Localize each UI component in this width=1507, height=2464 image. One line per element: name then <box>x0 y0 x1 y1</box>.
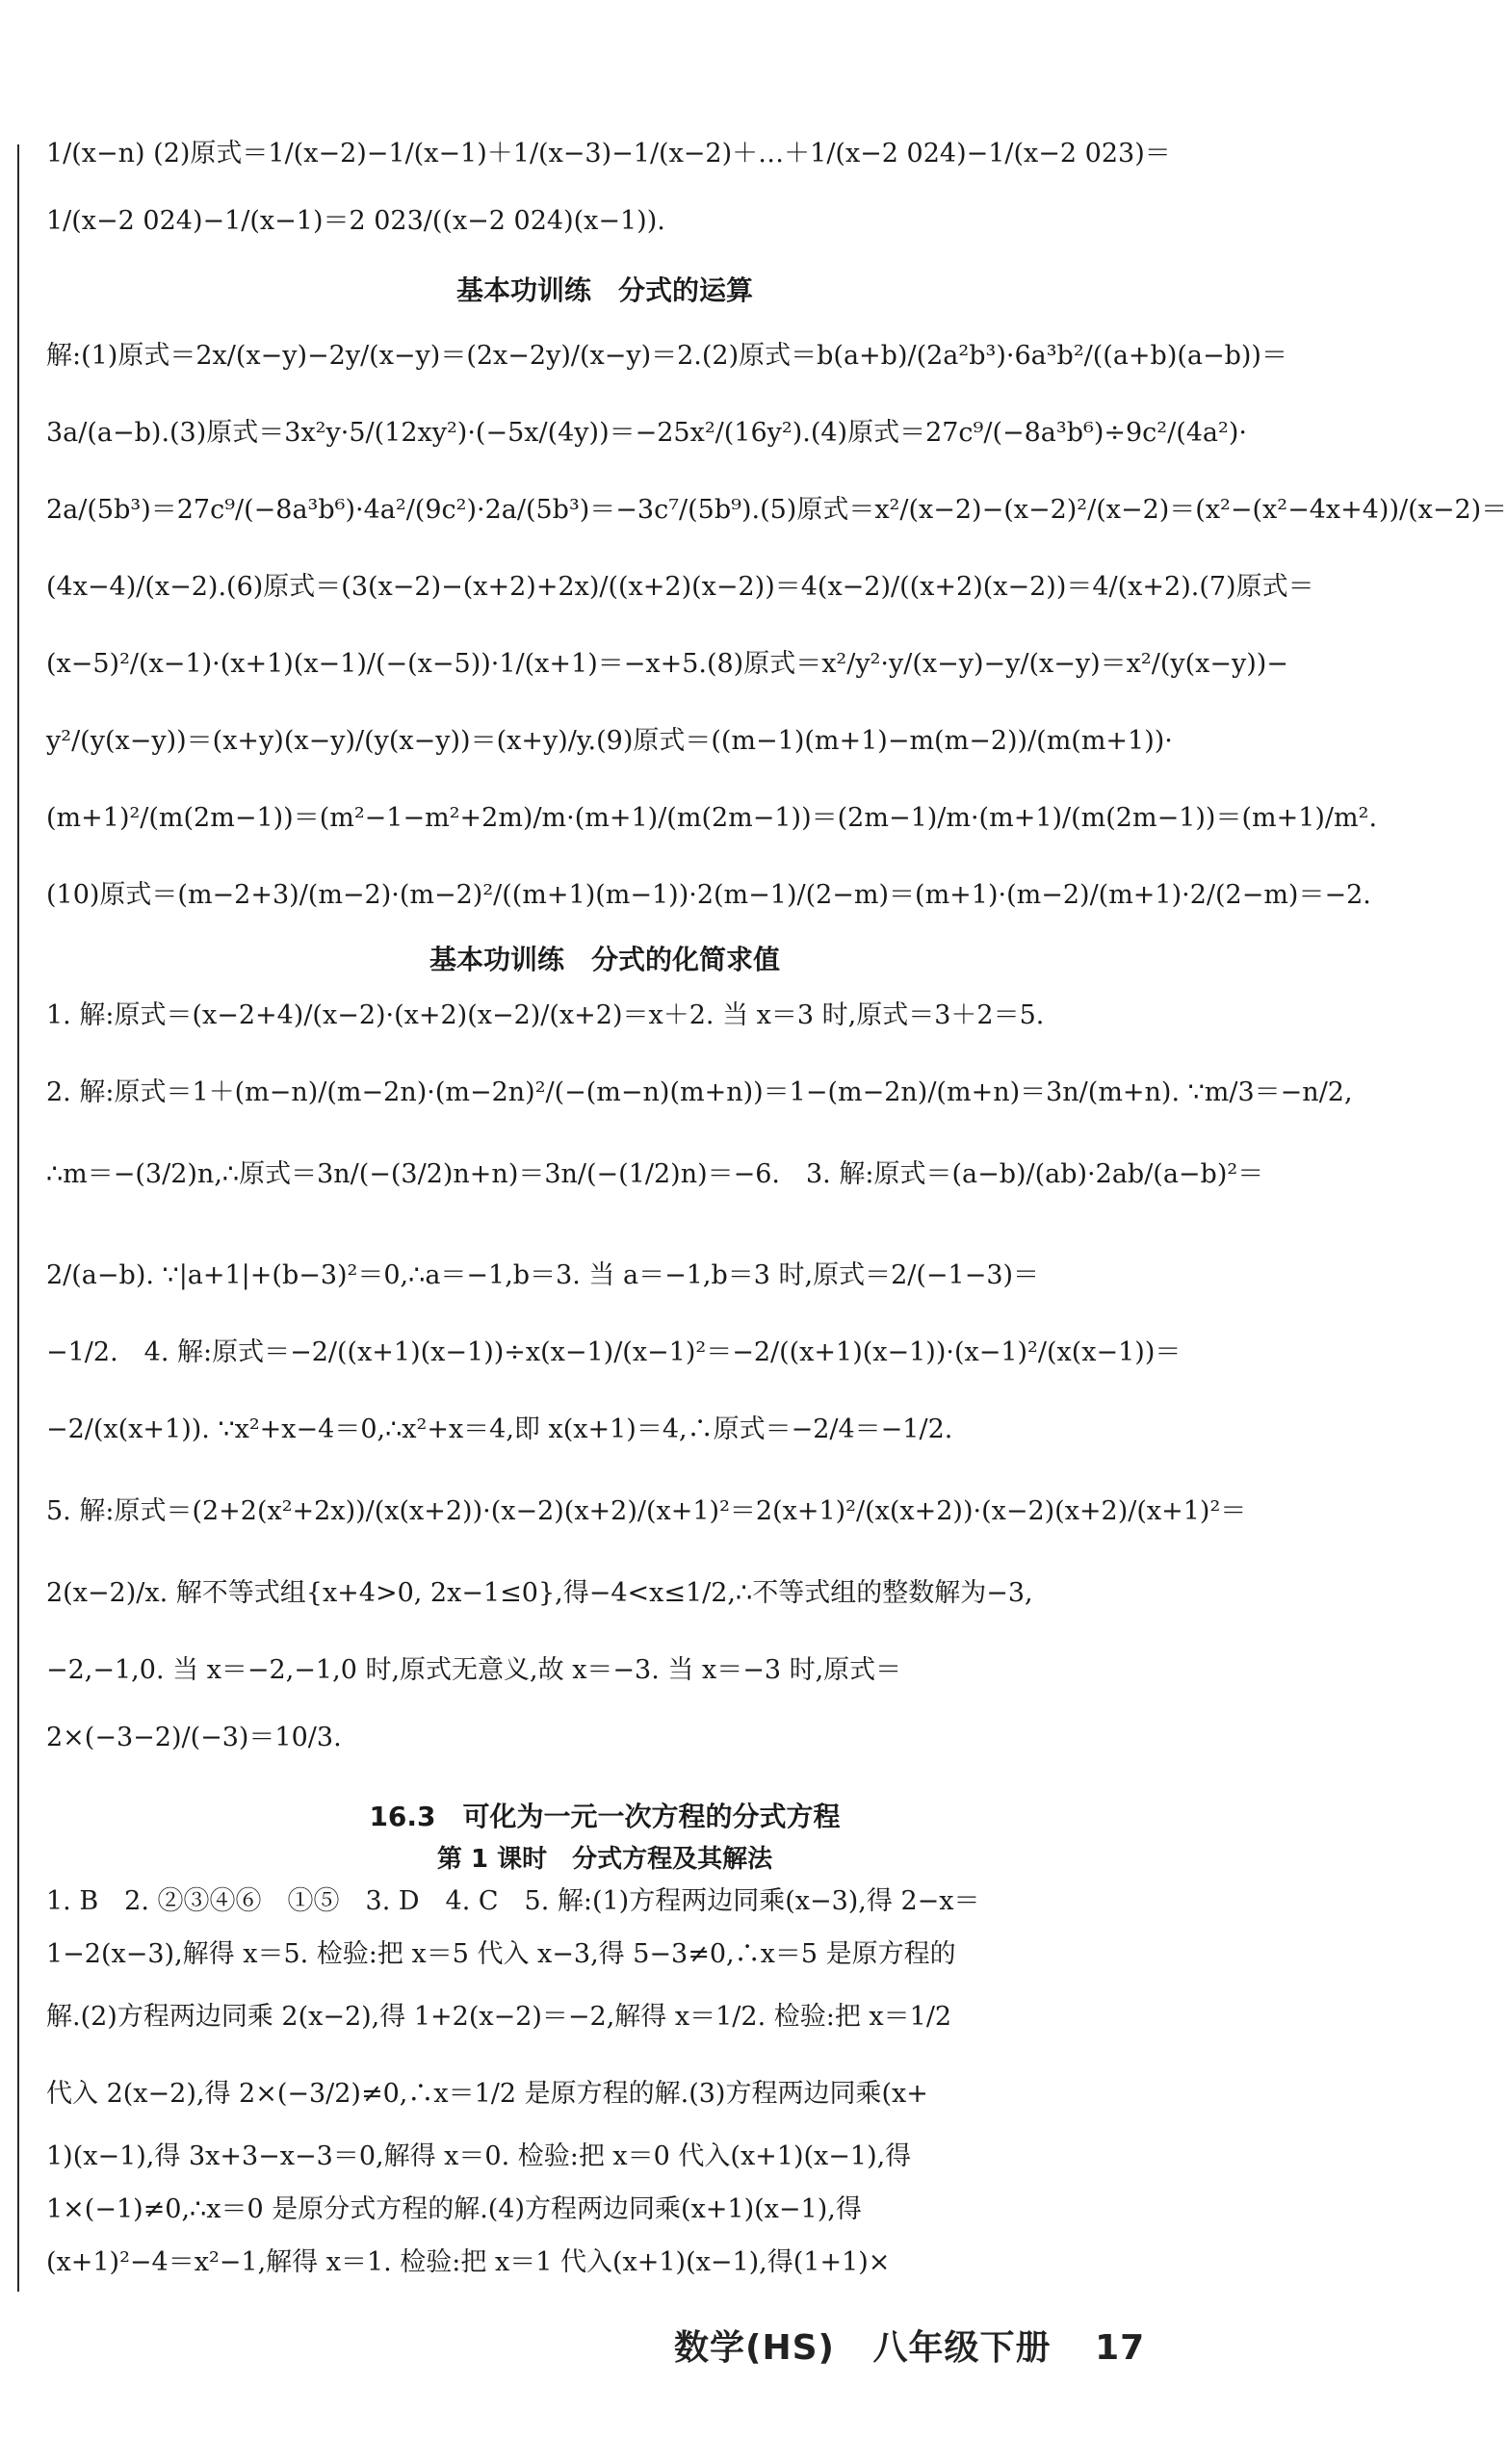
text-line: −1/2. 4. 解:原式＝−2/((x+1)(x−1))÷x(x−1)/(x−1)²＝−2/((x+1)(x−1))·(x−1)²/(x(x−1))＝ <box>46 1337 1182 1367</box>
footer-grade: 八年级下册 <box>872 2328 1052 2368</box>
section-heading: 16.3 可化为一元一次方程的分式方程 <box>369 1801 841 1832</box>
text-line: (x+1)²−4＝x²−1,解得 x＝1. 检验:把 x＝1 代入(x+1)(x−1),得(1+1)× <box>46 2247 891 2277</box>
section-heading: 基本功训练 分式的化简求值 <box>429 944 780 975</box>
text-line: −2/(x(x+1)). ∵x²+x−4＝0,∴x²+x＝4,即 x(x+1)＝4,∴原式＝−2/4＝−1/2. <box>46 1414 953 1444</box>
text-line: 解:(1)原式＝2x/(x−y)−2y/(x−y)＝(2x−2y)/(x−y)＝2.(2)原式＝b(a+b)/(2a²b³)·6a³b²/((a+b)(a−b))＝ <box>46 341 1287 371</box>
text-line: (10)原式＝(m−2+3)/(m−2)·(m−2)²/((m+1)(m−1))·2(m−1)/(2−m)＝(m+1)·(m−2)/(m+1)·2/(2−m)＝−2. <box>46 880 1371 910</box>
text-line: (x−5)²/(x−1)·(x+1)(x−1)/(−(x−5))·1/(x+1)＝−x+5.(8)原式＝x²/y²·y/(x−y)−y/(x−y)＝x²/(y(x−y))− <box>46 649 1288 679</box>
text-line: 1)(x−1),得 3x+3−x−3＝0,解得 x＝0. 检验:把 x＝0 代入(x+1)(x−1),得 <box>46 2141 912 2171</box>
lesson-heading: 第 1 课时 分式方程及其解法 <box>436 1845 773 1874</box>
text-line: 2(x−2)/x. 解不等式组{x+4>0, 2x−1≤0},得−4<x≤1/2,∴不等式组的整数解为−3, <box>46 1578 1033 1608</box>
text-line: 1−2(x−3),解得 x＝5. 检验:把 x＝5 代入 x−3,得 5−3≠0,∴x＝5 是原方程的 <box>46 1939 956 1969</box>
text-line: 代入 2(x−2),得 2×(−3/2)≠0,∴x＝1/2 是原方程的解.(3)方程两边同乘(x+ <box>46 2079 928 2109</box>
text-line: y²/(y(x−y))＝(x+y)(x−y)/(y(x−y))＝(x+y)/y.(9)原式＝((m−1)(m+1)−m(m−2))/(m(m+1))· <box>46 726 1173 756</box>
text-line: ∴m＝−(3/2)n,∴原式＝3n/(−(3/2)n+n)＝3n/(−(1/2)n)＝−6. 3. 解:原式＝(a−b)/(ab)·2ab/(a−b)²＝ <box>46 1159 1264 1189</box>
footer-subject: 数学(HS) <box>674 2328 835 2368</box>
text-line: 2a/(5b³)＝27c⁹/(−8a³b⁶)·4a²/(9c²)·2a/(5b³)＝−3c⁷/(5b⁹).(5)原式＝x²/(x−2)−(x−2)²/(x−2)＝(x²−(x²−4x+4))/(x−2)＝ <box>46 495 1507 525</box>
page-footer <box>674 2321 1170 2370</box>
text-line: (4x−4)/(x−2).(6)原式＝(3(x−2)−(x+2)+2x)/((x+2)(x−2))＝4(x−2)/((x+2)(x−2))＝4/(x+2).(7)原式＝ <box>46 572 1314 602</box>
text-line: 1. 解:原式＝(x−2+4)/(x−2)·(x+2)(x−2)/(x+2)＝x＋2. 当 x＝3 时,原式＝3＋2＝5. <box>46 1000 1045 1030</box>
text-line: 1×(−1)≠0,∴x＝0 是原分式方程的解.(4)方程两边同乘(x+1)(x−1),得 <box>46 2194 862 2224</box>
text-line: 3a/(a−b).(3)原式＝3x²y·5/(12xy²)·(−5x/(4y))＝−25x²/(16y²).(4)原式＝27c⁹/(−8a³b⁶)÷9c²/(4a²)· <box>46 418 1247 448</box>
text-line: (m+1)²/(m(2m−1))＝(m²−1−m²+2m)/m·(m+1)/(m(2m−1))＝(2m−1)/m·(m+1)/(m(2m−1))＝(m+1)/m². <box>46 803 1378 833</box>
text-line: 1/(x−n) (2)原式＝1/(x−2)−1/(x−1)＋1/(x−3)−1/(x−2)＋…＋1/(x−2 024)−1/(x−2 023)＝ <box>46 139 1171 169</box>
text-line: −2,−1,0. 当 x＝−2,−1,0 时,原式无意义,故 x＝−3. 当 x＝−3 时,原式＝ <box>46 1655 902 1685</box>
text-line: 2×(−3−2)/(−3)＝10/3. <box>46 1723 342 1752</box>
text-line: 2. 解:原式＝1＋(m−n)/(m−2n)·(m−2n)²/(−(m−n)(m+n))＝1−(m−2n)/(m+n)＝3n/(m+n). ∵m/3＝−n/2, <box>46 1077 1353 1107</box>
text-line: 1. B 2. ②③④⑥ ①⑤ 3. D 4. C 5. 解:(1)方程两边同乘(x−3),得 2−x＝ <box>46 1886 980 1916</box>
text-line: 2/(a−b). ∵|a+1|+(b−3)²＝0,∴a＝−1,b＝3. 当 a＝−1,b＝3 时,原式＝2/(−1−3)＝ <box>46 1260 1040 1290</box>
left-margin-rule <box>17 144 19 2292</box>
text-line: 1/(x−2 024)−1/(x−1)＝2 023/((x−2 024)(x−1)). <box>46 206 665 236</box>
section-heading: 基本功训练 分式的运算 <box>455 274 753 306</box>
page-number: 17 <box>1095 2328 1146 2368</box>
text-line: 5. 解:原式＝(2+2(x²+2x))/(x(x+2))·(x−2)(x+2)/(x+1)²＝2(x+1)²/(x(x+2))·(x−2)(x+2)/(x+1)²＝ <box>46 1496 1247 1526</box>
text-line: 解.(2)方程两边同乘 2(x−2),得 1+2(x−2)＝−2,解得 x＝1/2. 检验:把 x＝1/2 <box>46 2002 952 2032</box>
